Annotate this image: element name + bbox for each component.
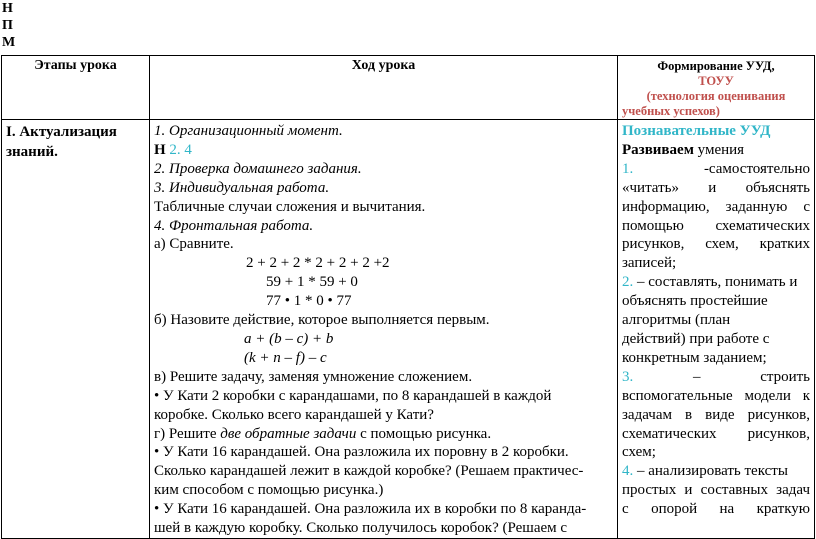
uud-title: Познавательные УУД <box>622 123 771 139</box>
header-uud-line: (технология оценивания <box>646 89 786 103</box>
lesson-line: коробке. Сколько всего карандашей у Кати? <box>154 406 434 423</box>
lesson-line: 77 • 1 * 0 • 77 <box>266 293 352 310</box>
uud-text: на <box>719 501 735 518</box>
header-lesson-course: Ход урока <box>150 56 618 120</box>
uud-line: «читать» и объяснять <box>622 179 810 196</box>
lesson-line: 2. Проверка домашнего задания. <box>154 160 362 177</box>
lesson-table <box>1 55 815 539</box>
stage-cell <box>2 120 150 539</box>
uud-text: 4. <box>622 463 634 480</box>
lesson-line: ким способом с помощью рисунка.) <box>154 482 384 499</box>
uud-line <box>622 141 810 160</box>
lesson-line: 2 + 2 + 2 * 2 + 2 + 2 +2 <box>246 255 390 272</box>
lesson-line: 59 + 1 * 59 + 0 <box>266 274 358 291</box>
uud-text: умения <box>693 141 745 158</box>
uud-text: – составлять, понимать и <box>633 274 798 291</box>
uud-text: 1. <box>622 160 634 177</box>
lesson-line: Сколько карандашей лежит в каждой коробке? (Решаем практичес- <box>154 463 584 480</box>
lesson-line: Табличные случаи сложения и вычитания. <box>154 198 426 215</box>
uud-line <box>622 368 810 387</box>
stage-title: знаний. <box>6 144 58 160</box>
uud-line: записей; <box>622 255 677 272</box>
uud-text: опорой <box>651 501 698 518</box>
uud-text: краткую <box>756 501 810 518</box>
uud-line: информацию, заданную с <box>622 198 810 215</box>
lesson-line <box>154 425 613 444</box>
lesson-text: 2. 4 <box>169 141 192 158</box>
uud-line <box>622 160 810 179</box>
uud-line: вспомогательные модели к <box>622 387 810 404</box>
uud-line: конкретным заданием; <box>622 349 767 366</box>
uud-line: задачам в виде рисунков, <box>622 406 810 423</box>
header-uud-line: учебных успехов) <box>622 104 720 118</box>
uud-text: -самостоятельно <box>703 160 810 177</box>
lesson-line: шей в каждую коробку. Сколько получилось коробок? (Решаем с <box>154 520 568 537</box>
lesson-course-cell <box>150 120 618 539</box>
table-row <box>2 120 815 539</box>
lesson-line: 3. Индивидуальная работа. <box>154 179 330 196</box>
lesson-line: б) Назовите действие, которое выполняется первым. <box>154 312 490 329</box>
uud-line: схем; <box>622 444 656 461</box>
table-header-row <box>2 56 815 120</box>
uud-text: 3. <box>622 368 634 385</box>
uud-text: 2. <box>622 274 634 291</box>
lesson-line: а) Сравните. <box>154 236 234 253</box>
uud-line <box>622 273 810 292</box>
lesson-line: a + (b – c) + b <box>244 330 334 347</box>
header-uud <box>618 56 815 120</box>
top-letter: Н <box>2 1 13 16</box>
uud-line: помощью схематических <box>622 217 810 234</box>
lesson-text: две обратные задачи <box>220 425 357 442</box>
header-uud-line: ТОУУ <box>698 74 734 88</box>
top-letters <box>2 0 15 51</box>
lesson-line: • У Кати 2 коробки с карандашами, по 8 карандашей в каждой <box>154 387 552 404</box>
lesson-line: • У Кати 16 карандашей. Она разложила их в коробки по 8 каранда- <box>154 501 587 518</box>
uud-text: Развиваем <box>622 141 694 158</box>
uud-text: – анализировать тексты <box>633 463 788 480</box>
uud-line: простых и составных задач <box>622 482 810 499</box>
uud-text: строить <box>760 368 811 385</box>
lesson-line: • У Кати 16 карандашей. Она разложила их поровну в 2 коробки. <box>154 444 569 461</box>
uud-line: действий) при работе с <box>622 330 770 347</box>
uud-text: с <box>622 501 629 518</box>
lesson-text: Н <box>154 141 166 158</box>
lesson-line: 1. Организационный момент. <box>154 123 343 139</box>
uud-line: схематических рисунков, <box>622 425 810 442</box>
uud-line <box>622 462 810 481</box>
lesson-line: 4. Фронтальная работа. <box>154 217 314 234</box>
uud-line: алгоритмы (план <box>622 312 731 329</box>
uud-line: рисунков, схем, кратких <box>622 236 810 253</box>
lesson-text: г) Решите <box>154 425 221 442</box>
lesson-line: (k + n – f) – c <box>244 349 327 366</box>
lesson-line: в) Решите задачу, заменяя умножение сложением. <box>154 368 473 385</box>
header-stages: Этапы урока <box>2 56 150 120</box>
stage-title: I. Актуализация <box>6 124 117 140</box>
header-uud-line: Формирование УУД, <box>657 59 775 73</box>
uud-cell <box>618 120 815 539</box>
uud-line <box>622 500 810 519</box>
uud-text: – <box>692 368 701 385</box>
top-letter: П <box>2 18 13 33</box>
lesson-text: с помощью рисунка. <box>356 425 492 442</box>
uud-line: объяснять простейшие <box>622 293 768 310</box>
top-letter: М <box>2 35 16 50</box>
lesson-line <box>154 141 613 160</box>
